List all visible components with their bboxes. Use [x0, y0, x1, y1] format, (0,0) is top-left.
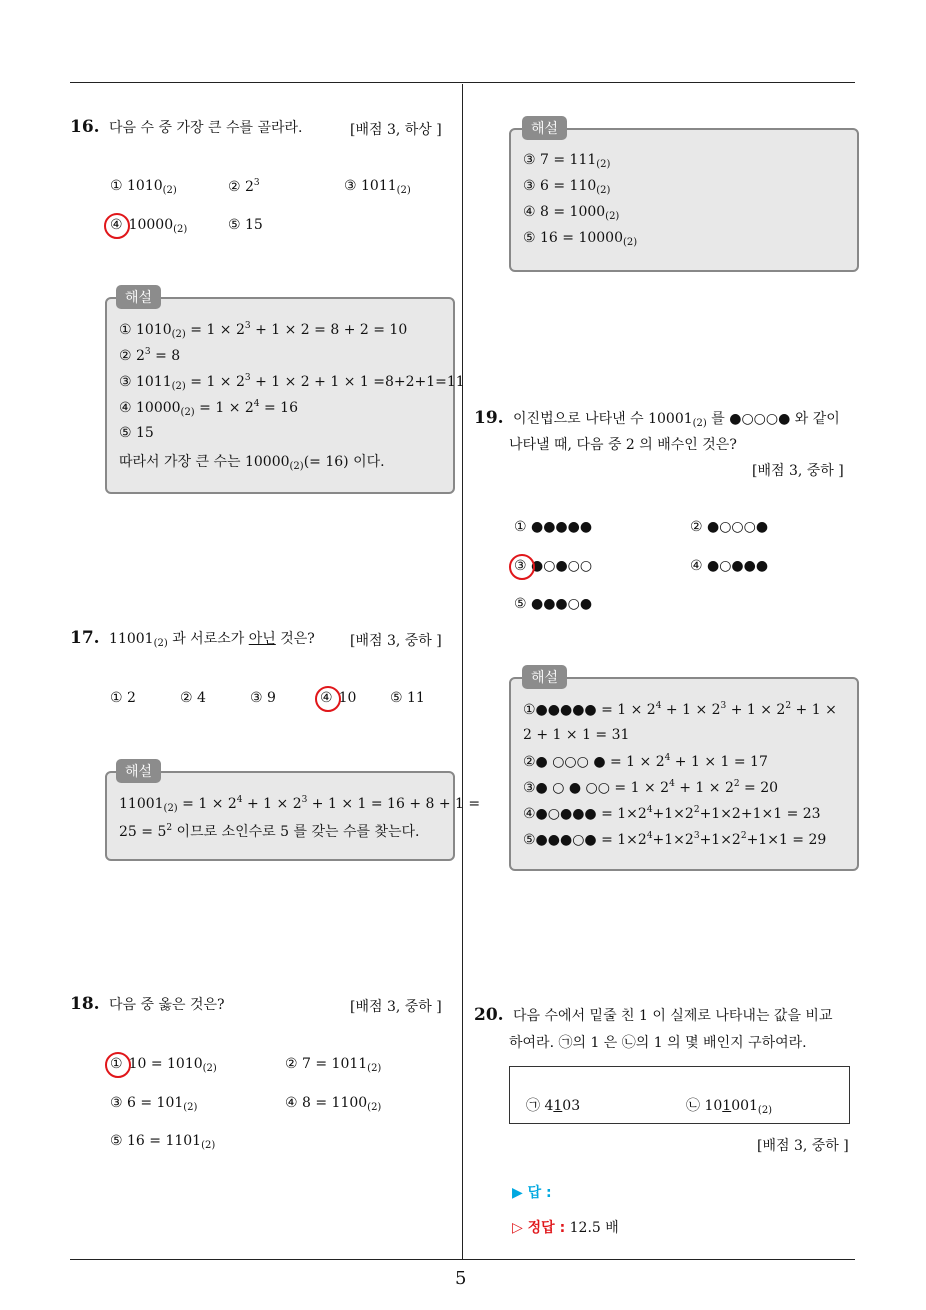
q17-sol-line1: $11001_{(2)} = 1 \times 2^4 + 1 \times 2^3 + 1 \times 1 = 16 + 8 + 1$ = [119, 795, 481, 814]
q17-choice-5[interactable]: ⑤ 11 [390, 690, 425, 706]
q19-sol-line6: ⑤●●●○● = $1\times 2^4+1\times 2^3+1\times 2^2+1\times 1 = 29$ [523, 831, 827, 848]
q19-choice-4[interactable]: ④ ●○●●● [690, 558, 769, 574]
q17-solution-box [105, 771, 481, 861]
q16-sol-line4: ④ $10000_{(2)} = 1 \times 2^4 = 16$ [119, 399, 298, 418]
selected-answer-mark [105, 1052, 131, 1078]
q18-solution-tag: 해설 [522, 116, 567, 140]
top-rule [70, 82, 855, 83]
q17-choice-3[interactable]: ③ 9 [250, 690, 276, 706]
q16-sol-line1: ① $1010_{(2)} = 1 \times 2^3 + 1 \times 2 = 8 + 2 = 10$ [119, 321, 408, 340]
q16-choice-3[interactable]: ③ $1011_{(2)}$ [344, 178, 411, 196]
q19-choice-2[interactable]: ② ●○○○● [690, 519, 769, 535]
q19-sol-line4: ③● ○ ● ○○ = $1 \times 2^4 + 1 \times 2^2 = 20$ [523, 779, 779, 796]
selected-answer-mark [104, 213, 130, 239]
q18-sol-line4: ⑤ $16 = 10000_{(2)}$ [523, 230, 638, 248]
q19-solution-tag: 해설 [522, 665, 567, 689]
selected-answer-mark [509, 554, 535, 580]
correct-answer-value: 12.5 배 [569, 1220, 619, 1236]
column-divider [462, 84, 463, 1259]
q17-number: 17. [70, 628, 100, 648]
q16-choice-1[interactable]: ① $1010_{(2)}$ [110, 178, 177, 196]
q16-sol-line2: ② $2^3 = 8$ [119, 347, 181, 364]
q19-choice-5[interactable]: ⑤ ●●●○● [514, 596, 593, 612]
q20-item-b: ㉡ $101001_{(2)}$ [686, 1098, 773, 1116]
page-number: 5 [455, 1268, 467, 1289]
bottom-rule [70, 1259, 855, 1260]
q18-choice-1[interactable]: ① $10 = 1010_{(2)}$ [110, 1056, 217, 1074]
q17-choice-4[interactable]: ④ 10 [320, 690, 357, 706]
q16-text: 다음 수 중 가장 큰 수를 골라라. [109, 120, 303, 136]
q16-choice-2[interactable]: ② $2^3$ [228, 178, 260, 195]
correct-answer: ▷ 정답 : 12.5 배 [512, 1220, 619, 1236]
q18-header: 18. 다음 중 옳은 것은? [70, 994, 225, 1014]
q20-item-a: ㉠ 4103 [526, 1098, 581, 1114]
q20-text-line2: 하여라. ㉠의 1 은 ㉡의 1 의 몇 배인지 구하여라. [509, 1035, 807, 1051]
q18-sol-line3: ④ $8 = 1000_{(2)}$ [523, 204, 620, 222]
q17-solution-tag: 해설 [116, 759, 161, 783]
q20-number: 20. [474, 1005, 504, 1025]
q17-score: [배점 3, 중하 ] [350, 633, 442, 649]
q19-choice-1[interactable]: ① ●●●●● [514, 519, 593, 535]
q16-sol-line3: ③ $1011_{(2)} = 1 \times 2^3 + 1 \times 2 + 1 \times 1 =8+2+1=11$ [119, 373, 465, 392]
q16-solution-tag: 해설 [116, 285, 161, 309]
q17-sol-line2: $25 = 5^2$ 이므로 소인수로 5 를 갖는 수를 찾는다. [119, 823, 420, 840]
q19-text-line2: 나타낼 때, 다음 중 2 의 배수인 것은? [509, 437, 737, 453]
q20-number-box [509, 1066, 850, 1124]
q16-header [70, 117, 302, 137]
q17-header: 17. $11001_{(2)}$ 과 서로소가 아닌 것은? [70, 628, 315, 649]
q18-choice-3[interactable]: ③ $6 = 101_{(2)}$ [110, 1095, 198, 1113]
q17-choice-1[interactable]: ① 2 [110, 690, 136, 706]
q18-choice-4[interactable]: ④ $8 = 1100_{(2)}$ [285, 1095, 382, 1113]
q16-choice-4[interactable]: ④ $10000_{(2)}$ [110, 217, 188, 235]
q19-number: 19. [474, 408, 504, 428]
q18-number: 18. [70, 994, 100, 1014]
q19-sol-line1: ①●●●●● = $1 \times 2^4 + 1 \times 2^3 + 1 \times 2^2 + 1$ × [523, 701, 837, 718]
q19-sol-line5: ④●○●●● = $1\times 2^4+1\times 2^2+1\times 2+1\times 1 = 23$ [523, 805, 821, 822]
q19-header: 19. 이진법으로 나타낸 수 $10001_{(2)}$ 를 ●○○○● 와 같이 [474, 408, 840, 429]
q16-solution-box [105, 297, 465, 494]
q20-score: [배점 3, 중하 ] [757, 1138, 849, 1154]
q18-score: [배점 3, 중하 ] [350, 999, 442, 1015]
q18-solution-box [509, 128, 859, 272]
selected-answer-mark [315, 686, 341, 712]
q18-sol-line1: ③ $7 = 111_{(2)}$ [523, 152, 611, 170]
q20-header: 20. 다음 수에서 밑줄 친 1 이 실제로 나타내는 값을 비교 [474, 1005, 833, 1025]
q19-choice-3[interactable]: ③ ●○●○○ [514, 558, 593, 574]
q18-sol-line2: ③ $6 = 110_{(2)}$ [523, 178, 611, 196]
q16-sol-line5: ⑤ 15 [119, 425, 154, 441]
q19-score: [배점 3, 중하 ] [752, 463, 844, 479]
q19-sol-line2: 2 + 1 × 1 = 31 [523, 727, 630, 743]
q18-choice-5[interactable]: ⑤ $16 = 1101_{(2)}$ [110, 1133, 216, 1151]
q18-choice-2[interactable]: ② $7 = 1011_{(2)}$ [285, 1056, 382, 1074]
q16-score: [배점 3, 하상 ] [350, 122, 442, 138]
answer-label: ▶ 답 : [512, 1185, 552, 1201]
q16-choice-5[interactable]: ⑤ 15 [228, 217, 263, 233]
q17-choice-2[interactable]: ② 4 [180, 690, 206, 706]
q16-number: 16. [70, 117, 100, 137]
q19-solution-box [509, 677, 859, 871]
q16-sol-line6: 따라서 가장 큰 수는 $10000_{(2)}(= 16)$ 이다. [119, 454, 385, 472]
q19-sol-line3: ②● ○○○ ● = $1 \times 2^4 + 1 \times 1 = 17$ [523, 753, 768, 770]
